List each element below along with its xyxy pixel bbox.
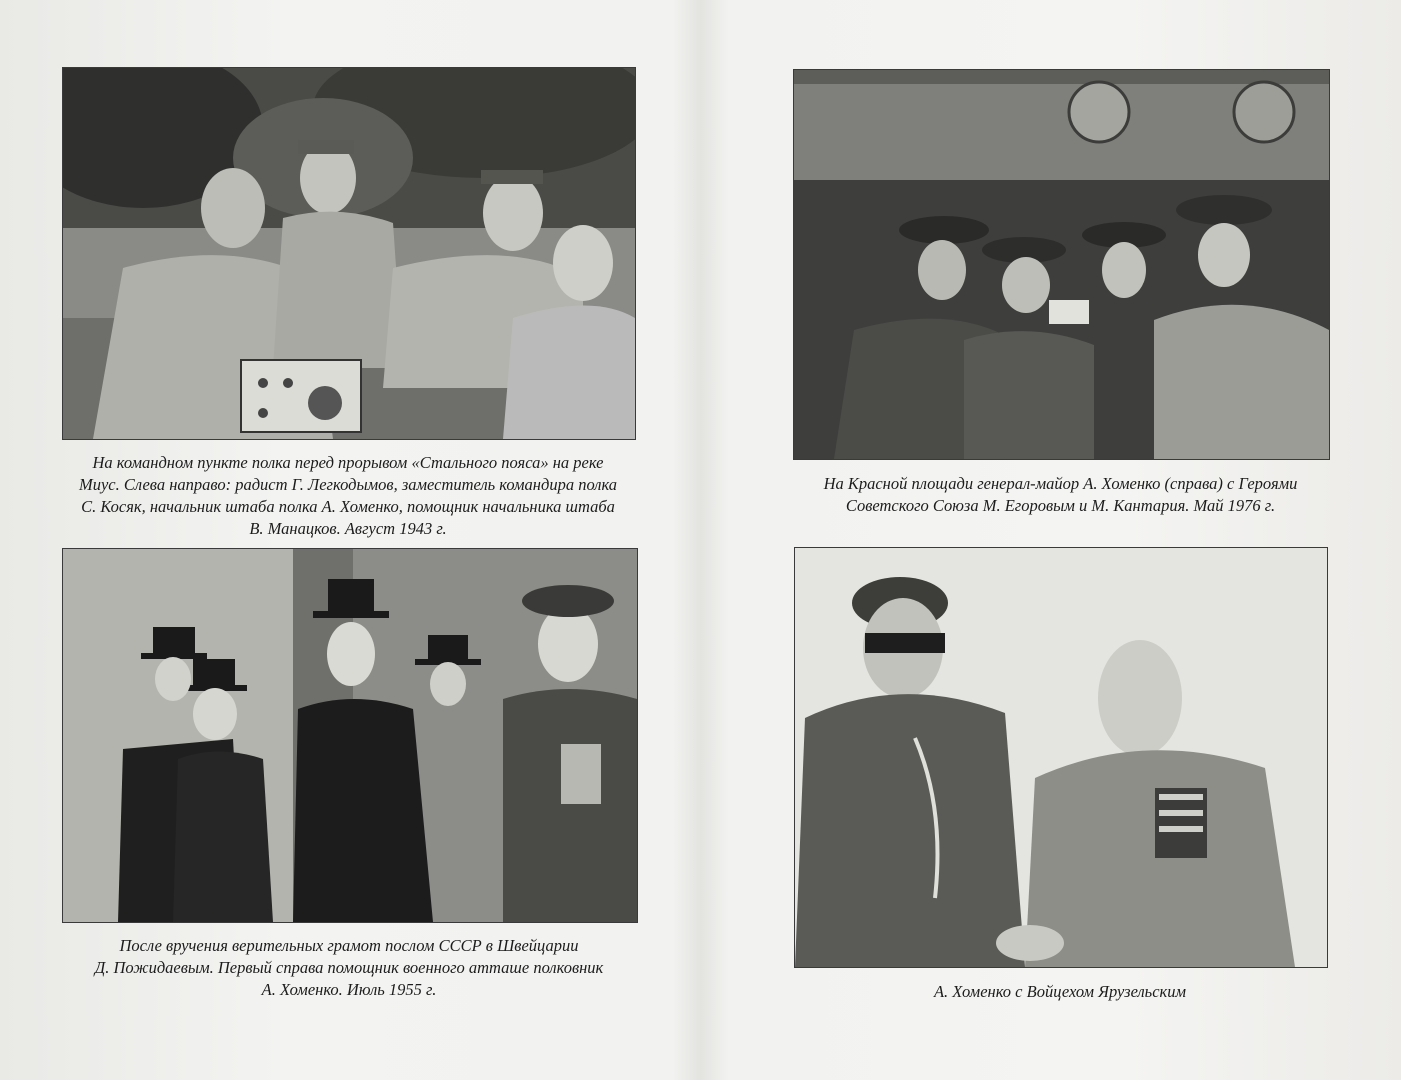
caption-line: Д. Пожидаевым. Первый справа помощник военного атташе полковник [94, 958, 604, 977]
caption-line: А. Хоменко. Июль 1955 г. [261, 980, 437, 999]
photo-with-jaruzelski [794, 547, 1328, 968]
caption-photo-2 [781, 473, 1340, 517]
caption-line: С. Косяк, начальник штаба полка А. Хоменко, помощник начальника штаба [81, 497, 615, 516]
caption-photo-4 [782, 981, 1338, 1003]
caption-line: Миус. Слева направо: радист Г. Легкодымов, заместитель командира полка [78, 475, 618, 494]
caption-line: После вручения верительных грамот послом СССР в Швейцарии [119, 936, 579, 955]
caption-photo-3 [50, 935, 648, 1001]
caption-line: На командном пункте полка перед прорывом «Стального пояса» на реке [92, 453, 604, 472]
photo-red-square [793, 69, 1330, 460]
photo-field-command-post [62, 67, 636, 440]
photo-switzerland-credentials [62, 548, 638, 923]
caption-photo-1 [50, 452, 646, 540]
caption-line: А. Хоменко с Войцехом Ярузельским [933, 982, 1187, 1001]
caption-line: В. Манацков. Август 1943 г. [249, 519, 447, 538]
caption-line: Советского Союза М. Егоровым и М. Кантария. Май 1976 г. [845, 496, 1276, 515]
caption-line: На Красной площади генерал-майор А. Хоменко (справа) с Героями [823, 474, 1298, 493]
